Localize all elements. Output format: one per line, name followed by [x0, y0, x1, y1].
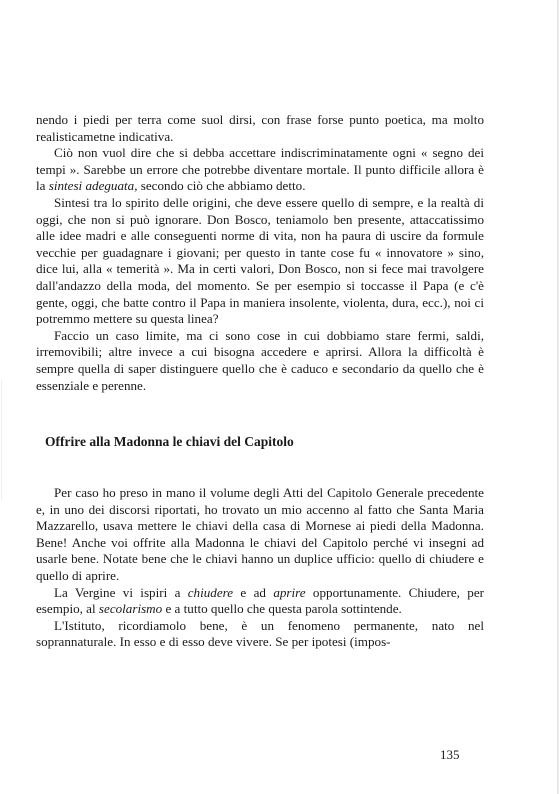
paragraph-caso-limite: Faccio un caso limite, ma ci sono cose in cui dobbiamo stare fermi, saldi, irremovibili; altre invece a cui bisogna accedere e aprirsi. Allora la difficoltà è sempre quella di saper distinguere quello che è caduco e secondario da quello che è essenziale e perenne.	[36, 327, 484, 393]
paragraph-la-vergine: La Vergine vi ispiri a chiudere e ad aprire opportunamente. Chiudere, per esempio, al secolarismo e a tutto quello che questa parola sottintende.	[36, 584, 484, 617]
page-number: 135	[440, 747, 460, 762]
page-body	[36, 112, 484, 651]
paragraph-istituto: L'Istituto, ricordiamolo bene, è un fenomeno permanente, nato nel soprannaturale. In esso e di esso deve vivere. Se per ipotesi (impos-	[36, 617, 484, 650]
scan-margin-mark	[1, 380, 2, 500]
paragraph-continuation: nendo i piedi per terra come suol dirsi, con frase forse punto poetica, ma molto realisticametne indicativa.	[36, 112, 484, 144]
paragraph-sintesi: Sintesi tra lo spirito delle origini, che deve essere quello di sempre, e la realtà di oggi, che non si può ignorare. Don Bosco, teniamolo ben presente, attaccatissimo alle idee madri e alle conseguenti norme di vita, non ha paura di uscire da formule vecchie per guadagnare i giovani; per questo in tante cose fu « innovatore » sino, dice lui, alla « temerità ». Ma in certi valori, Don Bosco, non si fece mai travolgere dall'andazzo della moda, del momento. Se per esempio si toccasse il Papa (e c'è gente, oggi, che batte contro il Papa in maniera insolente, violenta, dura, ecc.), noi ci potremmo mettere su questa linea?	[36, 194, 484, 327]
paragraph-segno-dei-tempi: Ciò non vuol dire che si debba accettare indiscriminatamente ogni « segno dei tempi ». Sarebbe un errore che potrebbe diventare mortale. Il punto difficile allora è la sintesi adeguata, secondo ciò che abbiamo detto.	[36, 145, 484, 194]
section-heading: Offrire alla Madonna le chiavi del Capitolo	[45, 434, 294, 450]
paragraph-per-caso: Per caso ho preso in mano il volume degli Atti del Capitolo Generale precedente e, in uno dei discorsi riportati, ho trovato un mio accenno al fatto che Santa Maria Mazzarello, usava mettere le chiavi della casa di Mornese ai piedi della Madonna. Bene! Anche voi offrite alla Madonna le chiavi del Capitolo perché vi insegni ad usarle bene. Notate bene che le chiavi hanno un duplice ufficio: quello di chiudere e quello di aprire.	[36, 485, 484, 584]
